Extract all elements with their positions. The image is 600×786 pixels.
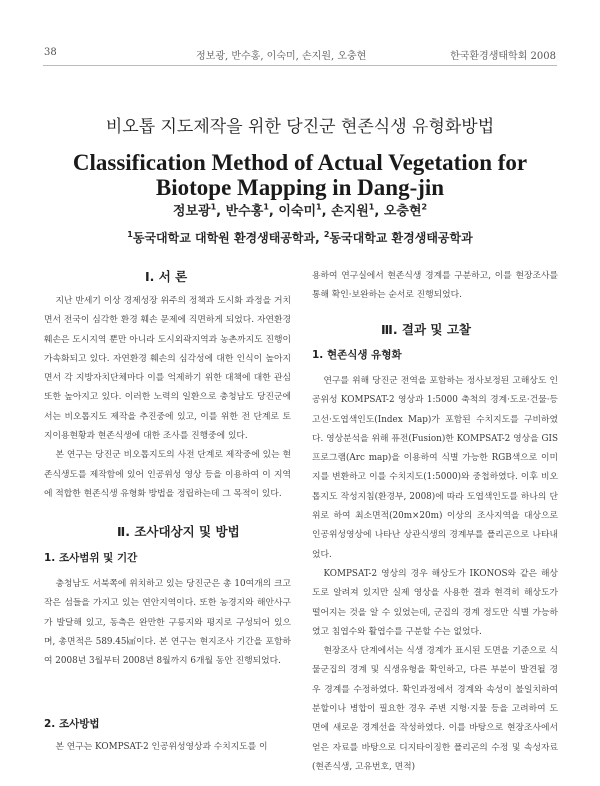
subsection-heading-scope: 1. 조사범위 및 기간	[44, 552, 138, 564]
author-name: 정보광	[172, 204, 211, 219]
affiliations	[0, 229, 600, 246]
results-text	[312, 372, 558, 777]
methods-paragraph: 본 연구는 KOMPSAT-2 인공위성영상과 수치지도를 이	[55, 742, 268, 752]
section-heading-results: Ⅲ. 결과 및 고찰	[381, 322, 471, 337]
author-name: 오충현	[383, 204, 422, 219]
section-heading-introduction: Ⅰ. 서 론	[145, 269, 188, 284]
methods-continued-text	[312, 267, 558, 306]
author-name: 이숙미	[278, 204, 317, 219]
results-paragraph-1: 연구를 위해 당진군 전역을 포함하는 정사보정된 고해상도 인공위성 KOMPSAT-2 영상과 1:5000 축척의 경계·도로·건물·등고선·도엽색인도(Index Map)가 포함된 수치지도를 구비하였다. 영상분석을 위해 퓨전(Fusion)한 KOMPSAT-2 영상을 GIS 프로그램(Arc map)을 이용하여 식별 가능한 RGB색으로 이미지를 변환하고 이를 수치지도(1:5000)와 중첩하였다. 이후 비오톱지도 작성지침(환경부, 2008)에 따라 도엽색인도를 하나의 단위로 하여 최소면적(20m×20m) 이상의 조사지역을 대상으로 인공위성영상에 나타난 상관식생의 경계부를 폴리곤으로 나타내었다.	[312, 376, 558, 560]
author-superscript: 1	[263, 202, 269, 212]
affiliation-text: 동국대학교 대학원 환경생태공학과,	[132, 231, 320, 245]
intro-text	[44, 292, 291, 504]
author-superscript: 1	[368, 202, 375, 212]
subsection-heading-classification: 1. 현존식생 유형화	[312, 349, 402, 361]
author-superscript: 1	[316, 202, 322, 212]
scope-text	[44, 575, 291, 671]
section-heading-site-and-methods: Ⅱ. 조사대상지 및 방법	[117, 524, 240, 539]
page-number: 38	[44, 47, 57, 58]
author-name: 반수홍	[225, 204, 264, 219]
results-paragraph-3: 현장조사 단계에서는 식생 경계가 표시된 도면을 기준으로 식물군집의 경계 및 식생유형을 확인하고, 다른 부분이 발견될 경우 경계를 수정하였다. 확인과정에서 경계와 속성이 불일치하여 분할이나 병합이 필요한 경우 주변 지형·지물 등을 고려하여 도면에 새로운 경계선을 작성하였다. 이를 바탕으로 현장조사에서 얻은 자료를 바탕으로 디지타이징한 폴리곤의 수정 및 속성자료(현존식생, 고유번호, 면적)	[312, 646, 558, 772]
methods-text	[44, 738, 291, 757]
affiliation-superscript: 1	[127, 230, 133, 239]
methods-continued-paragraph: 용하여 연구실에서 현존식생 경계를 구분하고, 이를 현장조사를 통해 확인·보완하는 순서로 진행되었다.	[312, 271, 558, 301]
scope-paragraph: 충청남도 서북쪽에 위치하고 있는 당진군은 총 10여개의 크고 작은 섬들을 가지고 있는 연안지역이다. 또한 농경지와 해안사구가 발달해 있고, 동측은 완만한 구릉지와 평지로 구성되어 있으며, 총면적은 589.45㎢이다. 본 연구는 현지조사 기간을 포함하여 2008년 3월부터 2008년 8월까지 6개월 동안 진행되었다.	[44, 579, 291, 667]
author-superscript: 2	[421, 202, 428, 212]
title-korean: 비오톱 지도제작을 위한 당진군 현존식생 유형화방법	[105, 117, 495, 137]
running-header-authors: 정보광, 반수홍, 이숙미, 손지원, 오충현	[196, 51, 367, 62]
author-superscript: 1	[210, 202, 217, 212]
title-english: Classification Method of Actual Vegetation for Biotope Mapping in Dang-jin	[72, 150, 528, 200]
subsection-heading-methods: 2. 조사방법	[44, 718, 100, 730]
running-header-journal: 한국환경생태학회 2008	[450, 51, 556, 62]
affiliation-text: 동국대학교 환경생태공학과	[329, 231, 473, 245]
affiliation-superscript: 2	[323, 230, 330, 239]
results-paragraph-2: KOMPSAT-2 영상의 경우 해상도가 IKONOS와 같은 해상도로 알려져 있지만 실제 영상을 사용한 결과 현격히 해상도가 떨어지는 것을 알 수 있었는데, 군집의 경계 정도만 식별 가능하였고 침엽수와 활엽수를 구분할 수는 없었다.	[312, 568, 558, 637]
author-name: 손지원	[331, 204, 369, 219]
intro-paragraph-1: 지난 반세기 이상 경제성장 위주의 정책과 도시화 과정을 거치면서 전국이 심각한 환경 훼손 문제에 직면하게 되었다. 자연환경 훼손은 도시지역 뿐만 아니라 도시외곽지역과 농촌까지도 진행이 가속화되고 있다. 자연환경 훼손의 심각성에 대한 인식이 높아지면서 각 지방자치단체마다 이를 억제하기 위한 대책에 대한 관심 또한 높아지고 있다. 이러한 노력의 일환으로 충청남도 당진군에서는 비오톱지도 제작을 추진중에 있고, 이를 위한 전 단계로 토지이용현황과 현존식생에 대한 조사를 진행중에 있다.	[44, 296, 291, 442]
header-rule	[43, 65, 557, 66]
author-list: 정보광$^1$, 반수홍$^1$, 이숙미$^1$, 손지원$^1$, 오충현$^2$	[172, 202, 428, 219]
intro-paragraph-2: 본 연구는 당진군 비오톱지도의 사전 단계로 제작중에 있는 현존식생도를 제작함에 있어 인공위성 영상 등을 이용하여 이 지역에 적합한 현존식생 유형화 방법을 정립하는데 그 목적이 있다.	[44, 450, 291, 499]
